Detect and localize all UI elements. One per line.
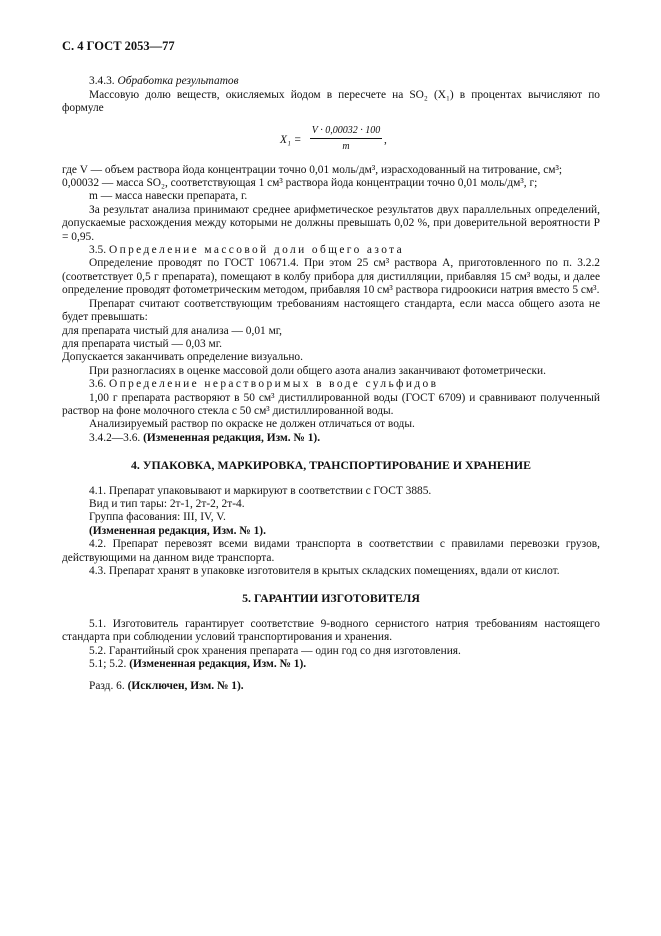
paragraph: 4.1. Препарат упаковывают и маркируют в соответствии с ГОСТ 3885.: [89, 484, 432, 497]
amendment-text: (Измененная редакция, Изм. № 1).: [89, 524, 266, 537]
paragraph: 4.2. Препарат перевозят всеми видами транспорта в соответствии с правилами перевозки грузов, действующими на данном виде транспорта.: [62, 538, 600, 564]
section-6-text: (Исключен, Изм. № 1).: [127, 680, 244, 693]
section-title: Определение массовой доли общего азота: [108, 244, 405, 257]
paragraph: 1,00 г препарата растворяют в 50 см³ дистиллированной воды (ГОСТ 6709) и сравнивают полученный раствор на фоне молочного стекла с 50 см³ дистиллированной воды.: [62, 391, 600, 417]
paragraph: 4.3. Препарат хранят в упаковке изготовителя в крытых складских помещениях, вдали от кислот.: [89, 565, 560, 577]
formula: [62, 122, 600, 162]
definition-v: где V — объем раствора йода концентрации точно 0,01 моль/дм³, израсходованный на титрование, см³;: [62, 163, 563, 176]
section-3-4-3-heading: [62, 75, 600, 88]
section-number: 3.5.: [89, 244, 107, 257]
paragraph: Анализируемый раствор по окраске не должен отличаться от воды.: [89, 418, 415, 431]
paragraph: Массовую долю веществ, окисляемых йодом в пересчете на SO₂ (X₁) в процентах вычисляют по формуле: [62, 88, 600, 115]
amendment-note: [62, 432, 600, 445]
formula-fraction: [310, 124, 382, 154]
formula-numerator: V · 0,00032 · 100: [310, 124, 382, 139]
section-5-title: 5. ГАРАНТИИ ИЗГОТОВИТЕЛЯ: [242, 591, 420, 606]
paragraph: Препарат считают соответствующим требованиям настоящего стандарта, если масса общего азота не будет превышать:: [62, 297, 600, 324]
paragraph: 5.2. Гарантийный срок хранения препарата — один год со дня изготовления.: [89, 644, 461, 657]
section-title: Обработка результатов: [117, 75, 239, 88]
list-item: для препарата чистый — 0,03 мг.: [62, 337, 222, 350]
amendment-ref: 3.4.2—3.6.: [89, 431, 141, 444]
paragraph: Вид и тип тары: 2т-1, 2т-2, 2т-4.: [89, 497, 245, 510]
page-header: С. 4 ГОСТ 2053—77: [62, 39, 175, 53]
paragraph: 5.1. Изготовитель гарантирует соответствие 9-водного сернистого натрия требованиям настоящего стандарта при соблюдении условий транспортирования и хранения.: [62, 617, 600, 644]
paragraph: За результат анализа принимают среднее арифметическое результатов двух параллельных определений, допускаемые расхождения между которыми не должны превышать 0,02 %, при доверительной вероятности P = 0,95.: [62, 203, 600, 243]
document-page: [62, 40, 600, 694]
section-number: 3.6.: [89, 378, 107, 391]
section-ref: Разд. 6.: [89, 680, 125, 693]
section-3-5-heading: [62, 244, 600, 257]
section-6-note: [62, 680, 600, 693]
section-4-title: 4. УПАКОВКА, МАРКИРОВКА, ТРАНСПОРТИРОВАНИЕ И ХРАНЕНИЕ: [131, 458, 531, 473]
section-title: Определение нерастворимых в воде сульфидов: [108, 378, 439, 391]
formula-lhs: X₁ =: [280, 133, 302, 146]
amendment-text: (Измененная редакция, Изм. № 1).: [129, 658, 307, 671]
formula-tail: ,: [384, 133, 387, 146]
amendment-ref: 5.1; 5.2.: [89, 658, 127, 671]
definition-constant: 0,00032 — масса SO₂, соответствующая 1 см³ раствора йода концентрации точно 0,01 моль/дм³, г;: [62, 177, 538, 190]
list-item: для препарата чистый для анализа — 0,01 мг,: [62, 324, 283, 337]
section-3-6-heading: [62, 378, 600, 391]
paragraph: Определение проводят по ГОСТ 10671.4. При этом 25 см³ раствора А, приготовленного по п. 3.2.2 (соответствует 0,5 г препарата), помещают в колбу прибора для дистилляции, прибавляя 15 см³ воды, и далее определение проводят фотометрическим методом, прибавляя 10 см³ раствора гидроокиси натрия вместо 5 см³.: [62, 257, 600, 297]
spacer: [62, 671, 600, 680]
section-number: 3.4.3.: [89, 75, 115, 88]
paragraph: Допускается заканчивать определение визуально.: [62, 351, 303, 364]
paragraph: Группа фасования: III, IV, V.: [89, 511, 226, 524]
paragraph: При разногласиях в оценке массовой доли общего азота анализ заканчивают фотометрически.: [89, 364, 546, 377]
amendment-text: (Измененная редакция, Изм. № 1).: [143, 431, 321, 444]
amendment-note: [62, 658, 600, 671]
formula-denominator: m: [342, 141, 350, 153]
definition-m: m — масса навески препарата, г.: [89, 190, 248, 203]
